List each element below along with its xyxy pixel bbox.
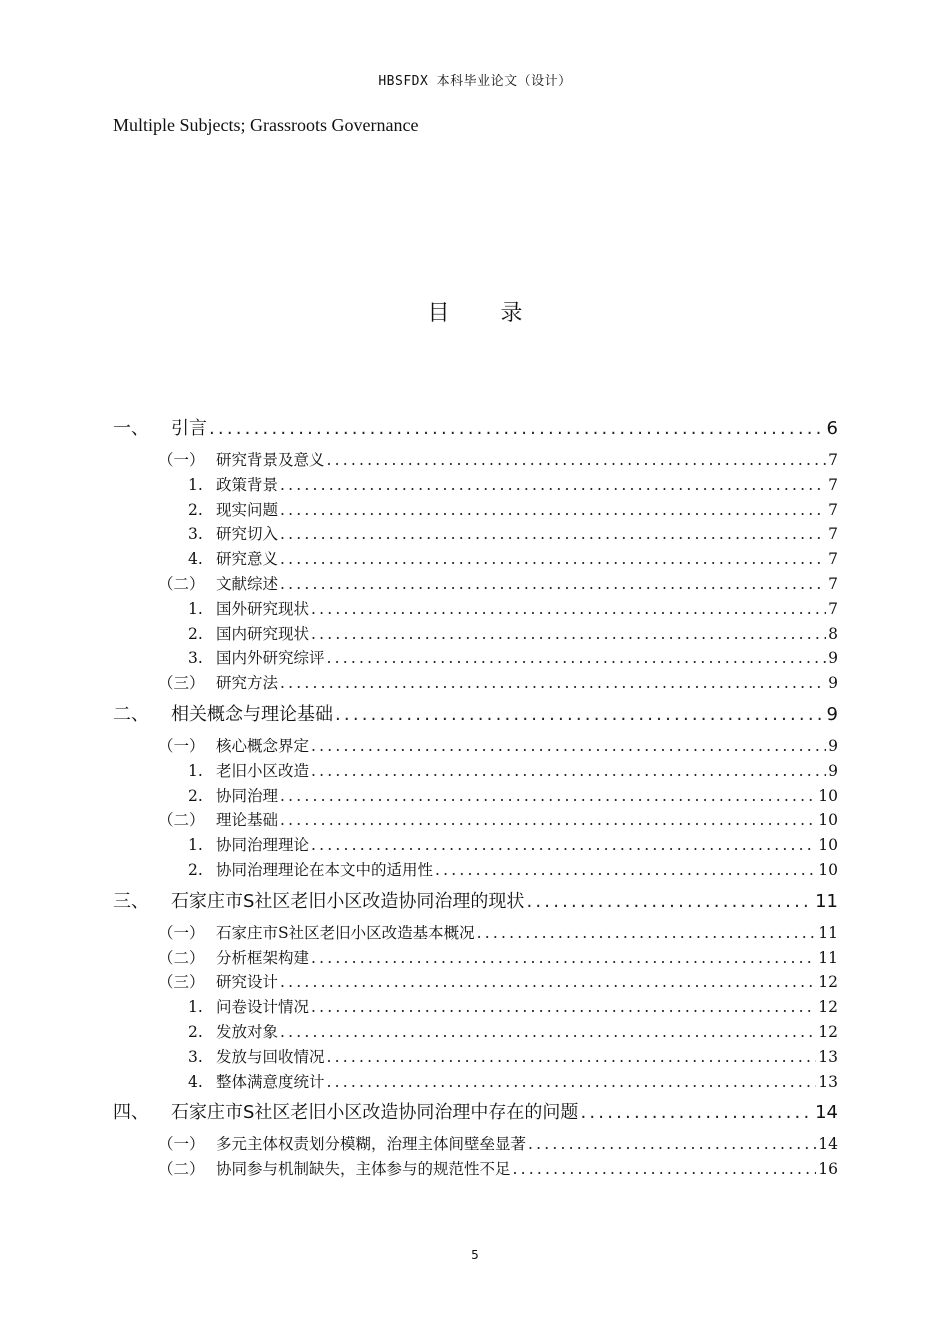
toc-entry-title: 研究背景及意义	[216, 451, 325, 469]
toc-leader-dots	[327, 649, 827, 667]
toc-entry-title: 发放对象	[216, 1022, 279, 1041]
toc-entry[interactable]	[113, 970, 838, 995]
toc-entry-title: 文献综述	[216, 574, 279, 593]
toc-entry-page: 10	[818, 811, 838, 830]
toc-leader-dots	[280, 973, 816, 991]
table-of-contents	[113, 410, 838, 1182]
toc-entry-page: 8	[828, 624, 838, 643]
toc-entry-number: 1.	[188, 761, 203, 780]
toc-entry-title: 引言	[171, 418, 207, 439]
toc-entry-page: 13	[818, 1047, 838, 1066]
toc-entry-number: （一）	[158, 923, 205, 942]
toc-entry[interactable]	[113, 734, 838, 759]
toc-entry-page: 9	[828, 761, 838, 780]
toc-entry-page: 7	[828, 599, 838, 618]
toc-entry-number: （一）	[158, 1135, 205, 1154]
toc-entry[interactable]	[113, 1094, 838, 1132]
toc-leader-dots	[526, 891, 813, 912]
toc-leader-dots	[280, 674, 826, 692]
toc-leader-dots	[580, 1102, 813, 1123]
toc-entry-page: 16	[818, 1160, 838, 1179]
toc-entry-number: （一）	[158, 736, 205, 755]
toc-entry-page: 9	[826, 703, 838, 725]
toc-entry-number: （二）	[158, 1160, 205, 1179]
toc-entry[interactable]	[113, 671, 838, 696]
toc-entry-number: 1.	[188, 998, 203, 1017]
toc-entry-title: 发放与回收情况	[216, 1047, 325, 1066]
toc-leader-dots	[477, 924, 817, 942]
toc-entry-title: 石家庄市S社区老旧小区改造基本概况	[216, 923, 475, 942]
toc-entry-page: 7	[828, 550, 838, 569]
toc-entry-title: 协同参与机制缺失，主体参与的规范性不足	[216, 1160, 511, 1179]
toc-entry-number: 3.	[188, 1047, 203, 1066]
toc-entry[interactable]	[113, 498, 838, 523]
toc-leader-dots	[311, 600, 826, 618]
toc-entry-page: 7	[828, 574, 838, 593]
toc-entry[interactable]	[113, 547, 838, 572]
toc-entry-title: 协同治理	[216, 786, 279, 805]
toc-entry[interactable]	[113, 646, 838, 671]
toc-entry-title: 国内外研究综评	[216, 649, 325, 668]
toc-entry-number: 一、	[113, 418, 149, 439]
toc-entry-title: 研究设计	[216, 973, 279, 992]
toc-entry-title: 国内研究现状	[216, 624, 310, 643]
toc-entry-page: 10	[818, 860, 838, 879]
toc-entry-page: 7	[828, 525, 838, 544]
toc-entry-number: 四、	[113, 1102, 149, 1124]
toc-leader-dots	[280, 787, 816, 805]
toc-entry-title: 研究切入	[216, 525, 279, 544]
toc-entry-title: 老旧小区改造	[216, 761, 310, 780]
toc-leader-dots	[327, 451, 827, 469]
toc-entry[interactable]	[113, 946, 838, 971]
toc-leader-dots	[311, 762, 826, 780]
toc-leader-dots	[513, 1160, 817, 1178]
toc-entry-page: 9	[828, 649, 838, 668]
toc-entry-number: 1.	[188, 836, 203, 855]
toc-leader-dots	[280, 476, 826, 494]
toc-entry-number: （三）	[158, 674, 205, 693]
toc-leader-dots	[335, 704, 825, 725]
toc-entry[interactable]	[113, 858, 838, 883]
page-header: HBSFDX 本科毕业论文（设计）	[378, 74, 572, 89]
toc-entry-page: 9	[828, 736, 838, 755]
toc-leader-dots	[311, 949, 816, 967]
toc-entry-page: 14	[815, 1102, 838, 1124]
toc-entry-page: 7	[828, 451, 838, 469]
toc-entry-page: 10	[818, 836, 838, 855]
toc-entry-title: 现实问题	[216, 500, 279, 519]
toc-leader-dots	[280, 575, 826, 593]
toc-entry-number: （一）	[158, 451, 205, 469]
toc-entry-title: 研究意义	[216, 550, 279, 569]
toc-entry-number: 1.	[188, 475, 203, 494]
toc-entry[interactable]	[113, 921, 838, 946]
toc-entry-page: 11	[818, 948, 838, 967]
toc-entry-title: 石家庄市S社区老旧小区改造协同治理中存在的问题	[171, 1102, 579, 1124]
toc-entry-page: 9	[828, 674, 838, 693]
toc-entry-number: 4.	[188, 550, 203, 569]
toc-entry[interactable]	[113, 1157, 838, 1182]
toc-entry-number: 1.	[188, 599, 203, 618]
toc-entry-number: 4.	[188, 1072, 203, 1091]
toc-entry[interactable]	[113, 883, 838, 921]
toc-entry[interactable]	[113, 622, 838, 647]
toc-entry[interactable]	[113, 995, 838, 1020]
toc-entry-page: 12	[818, 1022, 838, 1041]
toc-entry-title: 理论基础	[216, 811, 279, 830]
toc-entry-page: 11	[818, 923, 838, 942]
toc-entry-title: 协同治理理论	[216, 836, 310, 855]
toc-entry-number: 2.	[188, 500, 203, 519]
toc-entry-page: 11	[815, 890, 838, 912]
toc-entry[interactable]	[113, 784, 838, 809]
toc-leader-dots	[327, 1048, 817, 1066]
toc-entry-number: （二）	[158, 811, 205, 830]
toc-entry-number: 2.	[188, 786, 203, 805]
toc-entry-number: （二）	[158, 948, 205, 967]
toc-leader-dots	[280, 501, 826, 519]
toc-leader-dots	[311, 836, 816, 854]
toc-entry-page: 7	[828, 475, 838, 494]
toc-entry-page: 7	[828, 500, 838, 519]
toc-entry-title: 核心概念界定	[216, 736, 310, 755]
toc-entry-page: 12	[818, 973, 838, 992]
toc-entry[interactable]	[113, 1020, 838, 1045]
toc-leader-dots	[435, 861, 816, 879]
toc-leader-dots	[280, 811, 816, 829]
toc-entry-number: 二、	[113, 703, 149, 725]
toc-leader-dots	[528, 1135, 816, 1153]
page-number: 5	[471, 1248, 479, 1262]
toc-entry-title: 研究方法	[216, 674, 279, 693]
toc-leader-dots	[327, 1073, 817, 1091]
toc-entry-page: 14	[818, 1135, 838, 1154]
toc-entry[interactable]	[113, 1132, 838, 1157]
toc-entry-title: 分析框架构建	[216, 948, 310, 967]
toc-entry[interactable]	[113, 1045, 838, 1070]
toc-leader-dots	[311, 737, 826, 755]
toc-entry[interactable]	[113, 473, 838, 498]
toc-entry-title: 政策背景	[216, 475, 279, 494]
toc-entry-number: 三、	[113, 890, 149, 912]
toc-entry-page: 10	[818, 786, 838, 805]
toc-entry[interactable]	[113, 410, 838, 448]
toc-entry-title: 协同治理理论在本文中的适用性	[216, 860, 434, 879]
toc-entry-number: 3.	[188, 525, 203, 544]
toc-entry[interactable]	[113, 808, 838, 833]
toc-entry[interactable]	[113, 597, 838, 622]
toc-entry[interactable]	[113, 1070, 838, 1095]
toc-entry-number: 3.	[188, 649, 203, 668]
toc-entry-number: 2.	[188, 860, 203, 879]
toc-leader-dots	[311, 625, 826, 643]
toc-entry[interactable]	[113, 759, 838, 784]
toc-entry[interactable]	[113, 572, 838, 597]
toc-title: 目 录	[427, 301, 545, 326]
toc-leader-dots	[209, 418, 825, 439]
toc-entry[interactable]	[113, 833, 838, 858]
toc-entry-page: 12	[818, 998, 838, 1017]
toc-entry[interactable]	[113, 696, 838, 734]
toc-entry-number: 2.	[188, 624, 203, 643]
toc-entry-page: 13	[818, 1072, 838, 1091]
toc-leader-dots	[280, 525, 826, 543]
toc-entry-title: 多元主体权责划分模糊，治理主体间壁垒显著	[216, 1135, 527, 1154]
toc-leader-dots	[311, 998, 816, 1016]
toc-entry-number: （二）	[158, 574, 205, 593]
toc-entry-title: 问卷设计情况	[216, 998, 310, 1017]
toc-entry-title: 相关概念与理论基础	[171, 703, 333, 725]
toc-entry-number: （三）	[158, 973, 205, 992]
toc-leader-dots	[280, 1023, 816, 1041]
toc-entry[interactable]	[113, 448, 838, 473]
toc-leader-dots	[280, 550, 826, 568]
toc-entry-title: 整体满意度统计	[216, 1072, 325, 1091]
toc-entry-title: 石家庄市S社区老旧小区改造协同治理的现状	[171, 890, 525, 912]
toc-entry[interactable]	[113, 522, 838, 547]
keywords-line: Multiple Subjects; Grassroots Governance	[113, 115, 419, 135]
toc-entry-title: 国外研究现状	[216, 599, 310, 618]
toc-entry-number: 2.	[188, 1022, 203, 1041]
toc-entry-page: 6	[826, 418, 838, 439]
